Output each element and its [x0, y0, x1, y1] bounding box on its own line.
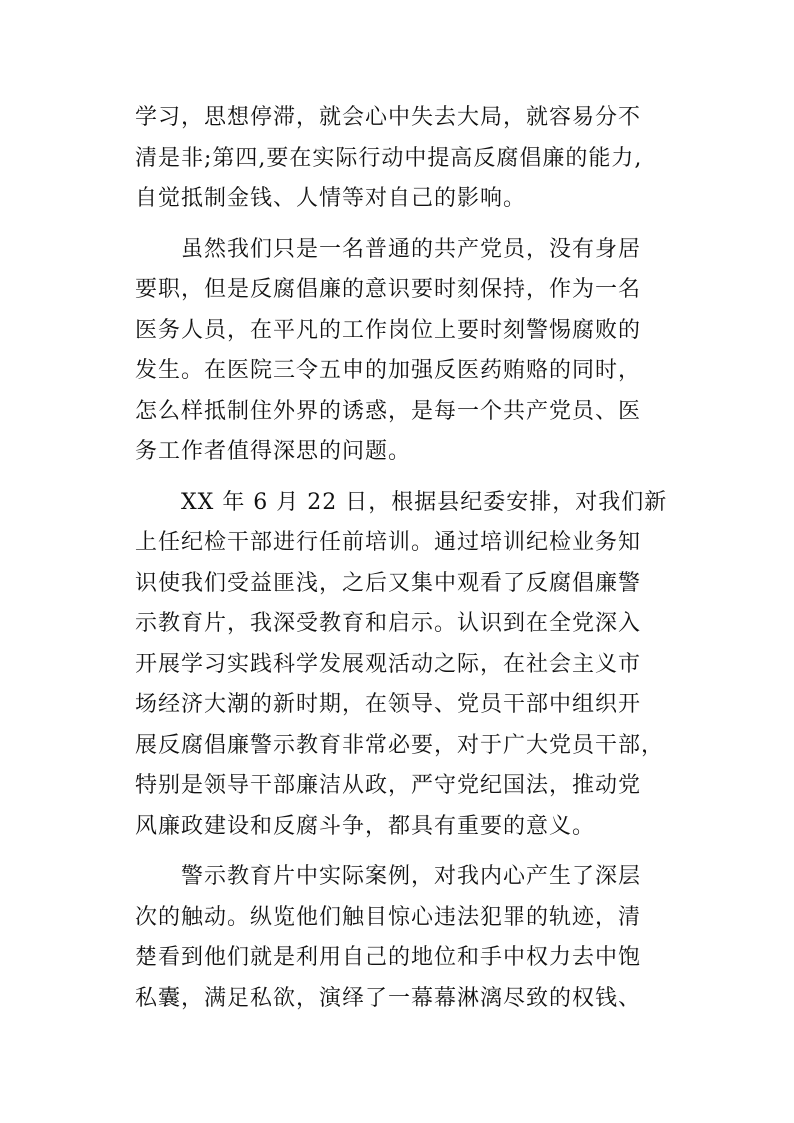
text-line: 识使我们受益匪浅，之后又集中观看了反腐倡廉警 [135, 570, 642, 596]
paragraph-party-member [135, 230, 665, 473]
text-line: 清是非;第四,要在实际行动中提高反腐倡廉的能力, [135, 145, 643, 171]
text-line: 风廉政建设和反腐斗争，都具有重要的意义。 [135, 813, 596, 839]
text-line: 警示教育片中实际案例，对我内心产生了深层 [181, 864, 642, 889]
text-line: 示教育片，我深受教育和启示。认识到在全党深入 [135, 611, 642, 636]
text-line: 虽然我们只是一名普通的共产党员，没有身居 [181, 236, 642, 262]
text-line: 上任纪检干部进行任前培训。通过培训纪检业务知 [135, 530, 642, 555]
paragraph-training [135, 483, 668, 848]
paragraph-spacer [135, 847, 665, 857]
text-line: 自觉抵制金钱、人情等对自己的影响。 [135, 186, 527, 211]
document-body [135, 98, 668, 1019]
text-line: 发生。在医院三令五申的加强反医药贿赂的同时， [135, 358, 642, 383]
text-line: 场经济大潮的新时期，在领导、党员干部中组织开 [135, 692, 642, 717]
text-line: 怎么样抵制住外界的诱惑，是每一个共产党员、医 [135, 398, 642, 424]
text-line: 务工作者值得深思的问题。 [135, 439, 412, 464]
text-line: 开展学习实践科学发展观活动之际，在社会主义市 [135, 651, 642, 677]
text-line: 次的触动。纵览他们触目惊心违法犯罪的轨迹，清 [135, 904, 642, 930]
paragraph-spacer [135, 473, 665, 483]
text-line: 医务人员，在平凡的工作岗位上要时刻警惕腐败的 [135, 317, 642, 343]
text-line: 展反腐倡廉警示教育非常必要，对于广大党员干部， [135, 732, 665, 758]
text-line: 私囊，满足私欲，演绎了一幕幕淋漓尽致的权钱、 [135, 985, 642, 1011]
text-line: 楚看到他们就是利用自己的地位和手中权力去中饱 [135, 945, 642, 970]
text-line: 学习，思想停滞，就会心中失去大局，就容易分不 [135, 105, 642, 130]
paragraph-spacer [135, 220, 665, 230]
text-line: 特别是领导干部廉洁从政，严守党纪国法，推动党 [135, 773, 642, 798]
paragraph-continuation [135, 98, 665, 220]
paragraph-cases [135, 857, 665, 1019]
text-line: 要职，但是反腐倡廉的意识要时刻保持，作为一名 [135, 277, 642, 302]
text-line: XX 年 6 月 22 日，根据县纪委安排，对我们新 [181, 489, 668, 515]
